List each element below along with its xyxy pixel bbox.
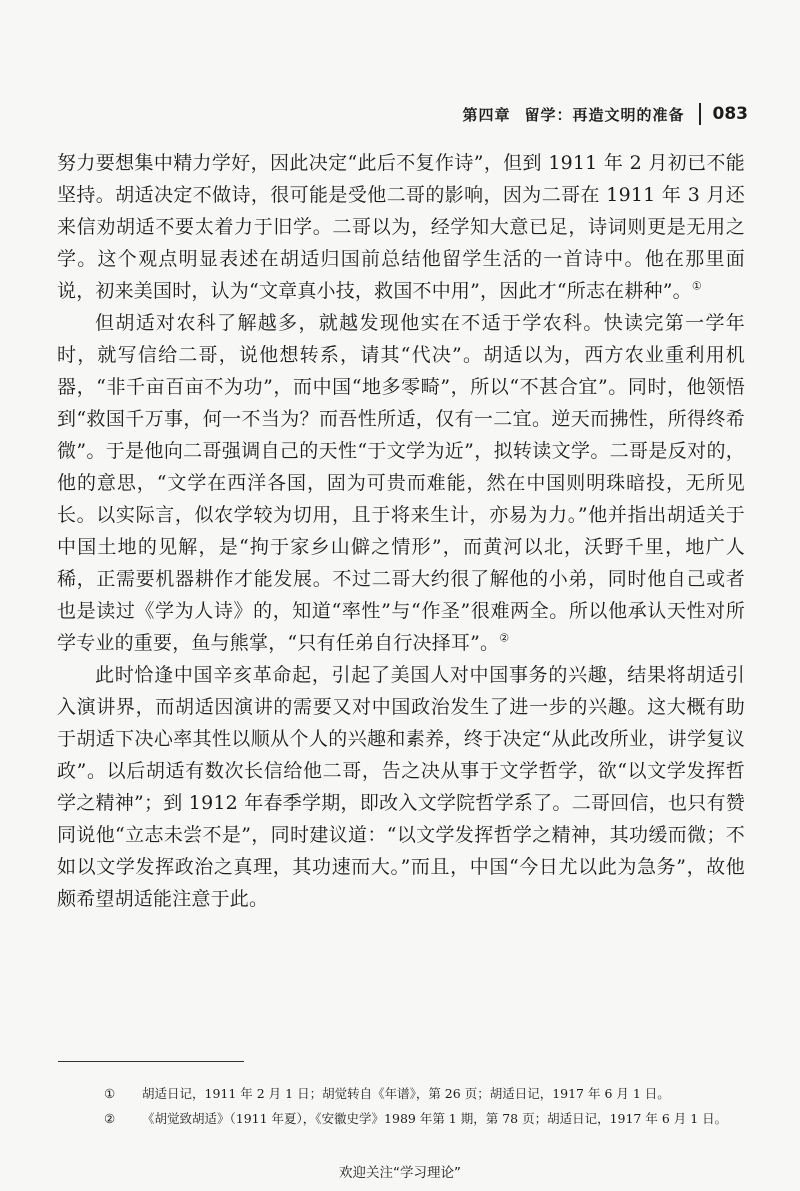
footnote-1-mark: ① — [104, 1086, 116, 1101]
footnote-divider — [58, 1061, 244, 1062]
paragraph-1-text: 努力要想集中精力学好，因此决定“此后不复作诗”，但到 1911 年 2 月初已不能坚持。胡适决定不做诗，很可能是受他二哥的影响，因为二哥在 1911 年 3 月还来信劝胡适不要太着力于旧学。二哥以为，经学知大意已足，诗词则更是无用之学。这个观点明显表述在胡适归国前总结他留学生活的一首诗中。他在那里面说，初来美国时，认为“文章真小技，救国不中用”，因此才“所志在耕种”。 — [57, 152, 745, 302]
paragraph-3 — [57, 659, 745, 915]
paragraph-1 — [57, 147, 745, 307]
paragraph-2 — [57, 307, 745, 659]
footnote-2-text: 《胡觉致胡适》（1911 年夏），《安徽史学》1989 年第 1 期，第 78 页；胡适日记，1917 年 6 月 1 日。 — [142, 1111, 728, 1126]
header-divider — [699, 103, 701, 125]
paragraph-2-text: 但胡适对农科了解越多，就越发现他实在不适于学农科。快读完第一学年时，就写信给二哥，说他想转系，请其“代决”。胡适以为，西方农业重利用机器，“非千亩百亩不为功”，而中国“地多零畸”，所以“不甚合宜”。同时，他领悟到“救国千万事，何一不当为？而吾性所适，仅有一二宜。逆天而拂性，所得终希微”。于是他向二哥强调自己的天性“于文学为近”，拟转读文学。二哥是反对的，他的意思，“文学在西洋各国，固为可贵而难能，然在中国则明珠暗投，无所见长。以实际言，似农学较为切用，且于将来生计，亦易为力。”他并指出胡适关于中国土地的见解，是“拘于家乡山僻之情形”，而黄河以北，沃野千里，地广人稀，正需要机器耕作才能发展。不过二哥大约很了解他的小弟，同时他自己或者也是读过《学为人诗》的，知道“率性”与“作圣”很难两全。所以他承认天性对所学专业的重要，鱼与熊掌，“只有任弟自行决择耳”。 — [57, 312, 745, 654]
footnote-ref-1[interactable]: ① — [691, 279, 702, 293]
footnote-1-text: 胡适日记，1911 年 2 月 1 日；胡觉转自《年谱》，第 26 页；胡适日记，1917 年 6 月 1 日。 — [142, 1086, 670, 1101]
footnote-ref-2[interactable]: ② — [499, 631, 510, 645]
page-footer: 欢迎关注“学习理论” — [339, 1165, 461, 1181]
footnote-2 — [104, 1108, 744, 1129]
footnote-2-mark: ② — [104, 1111, 116, 1126]
chapter-title: 留学：再造文明的准备 — [524, 105, 685, 124]
chapter-label: 第四章 — [462, 105, 511, 124]
page-number: 083 — [712, 104, 748, 124]
footnotes — [104, 1083, 744, 1133]
paragraph-3-text: 此时恰逢中国辛亥革命起，引起了美国人对中国事务的兴趣，结果将胡适引入演讲界，而胡适因演讲的需要又对中国政治发生了进一步的兴趣。这大概有助于胡适下决心率其性以顺从个人的兴趣和素养，终于决定“从此改所业，讲学复议政”。以后胡适有数次长信给他二哥，告之决从事于文学哲学，欲“以文学发挥哲学之精神”；到 1912 年春季学期，即改入文学院哲学系了。二哥回信，也只有赞同说他“立志未尝不是”，同时建议道：“以文学发挥哲学之精神，其功缓而微；不如以文学发挥政治之真理，其功速而大。”而且，中国“今日尤以此为急务”，故他颇希望胡适能注意于此。 — [57, 664, 745, 910]
footnote-1 — [104, 1083, 744, 1104]
running-header — [462, 103, 748, 125]
body-text — [57, 147, 745, 915]
